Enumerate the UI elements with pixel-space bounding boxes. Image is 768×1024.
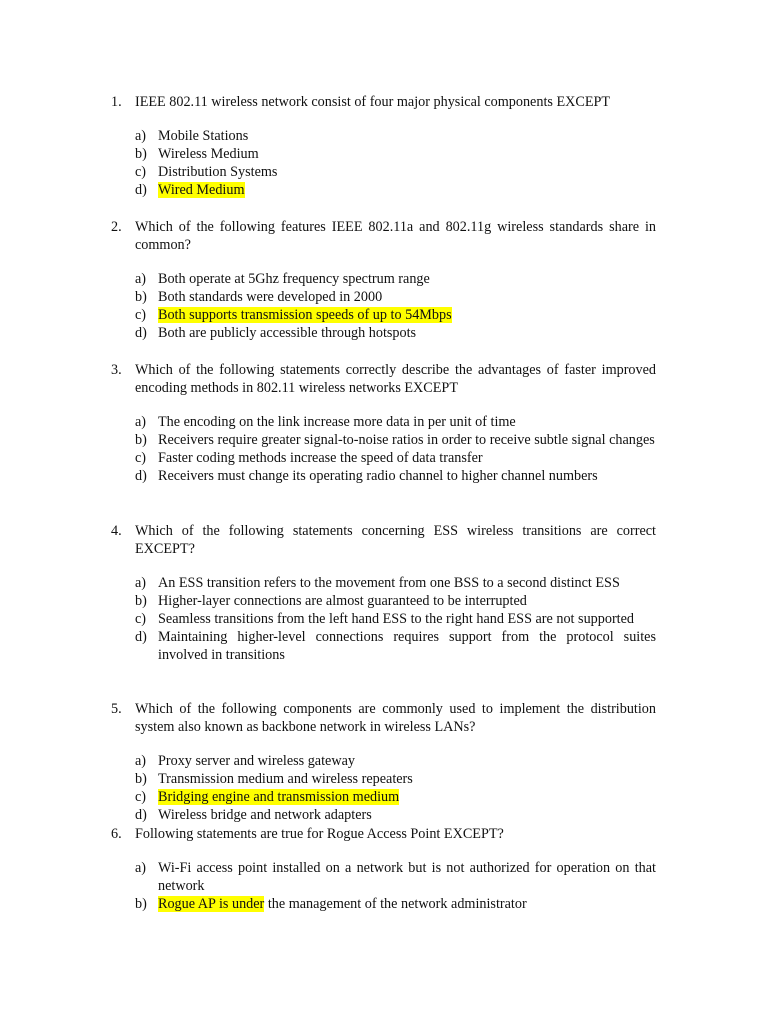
question-4 bbox=[111, 522, 656, 664]
option-b bbox=[111, 592, 656, 610]
options-list bbox=[111, 270, 656, 342]
option-label: d) bbox=[135, 468, 147, 484]
option-label: d) bbox=[135, 629, 147, 645]
question-text: Which of the following statements concerning ESS wireless transitions are correct EXCEPT? bbox=[135, 523, 656, 557]
option-a bbox=[111, 270, 656, 288]
option-text: Mobile Stations bbox=[158, 128, 249, 144]
option-d bbox=[111, 181, 656, 199]
option-label: b) bbox=[135, 146, 147, 162]
option-label: d) bbox=[135, 807, 147, 823]
option-label: c) bbox=[135, 307, 147, 323]
options-list bbox=[111, 574, 656, 664]
option-label: a) bbox=[135, 128, 147, 144]
option-a bbox=[111, 752, 656, 770]
option-text: Proxy server and wireless gateway bbox=[158, 753, 355, 769]
option-d bbox=[111, 467, 656, 485]
option-text: Seamless transitions from the left hand ESS to the right hand ESS are not supported bbox=[158, 611, 635, 627]
option-label: b) bbox=[135, 289, 147, 305]
option-text: Maintaining higher-level connections requires support from the protocol suites involved in transitions bbox=[158, 629, 656, 663]
option-text: the management of the network administrator bbox=[264, 896, 527, 912]
option-label: a) bbox=[135, 575, 147, 591]
option-label: a) bbox=[135, 753, 147, 769]
option-a bbox=[111, 413, 656, 431]
option-text: Receivers require greater signal-to-noise ratios in order to receive subtle signal changes bbox=[158, 432, 655, 448]
question-text: Which of the following statements correctly describe the advantages of faster improved encoding methods in 802.11 wireless networks EXCEPT bbox=[135, 362, 656, 396]
question-text: Which of the following features IEEE 802.11a and 802.11g wireless standards share in common? bbox=[135, 219, 656, 253]
option-text: Both standards were developed in 2000 bbox=[158, 289, 383, 305]
question-1 bbox=[111, 93, 656, 199]
question-number: 1. bbox=[111, 94, 122, 110]
option-label: b) bbox=[135, 432, 147, 448]
option-text: Both operate at 5Ghz frequency spectrum range bbox=[158, 271, 430, 287]
option-c bbox=[111, 788, 656, 806]
highlighted-answer: Rogue AP is under bbox=[158, 896, 265, 912]
question-number: 4. bbox=[111, 523, 122, 539]
option-label: a) bbox=[135, 860, 147, 876]
option-label: b) bbox=[135, 593, 147, 609]
option-d bbox=[111, 324, 656, 342]
question-6 bbox=[111, 825, 656, 913]
option-c bbox=[111, 163, 656, 181]
options-list bbox=[111, 413, 656, 485]
option-text: Higher-layer connections are almost guaranteed to be interrupted bbox=[158, 593, 527, 609]
option-b bbox=[111, 145, 656, 163]
question-number: 3. bbox=[111, 362, 122, 378]
option-b bbox=[111, 770, 656, 788]
option-text: An ESS transition refers to the movement from one BSS to a second distinct ESS bbox=[158, 575, 620, 591]
option-b bbox=[111, 288, 656, 306]
options-list bbox=[111, 127, 656, 199]
option-label: c) bbox=[135, 450, 147, 466]
option-label: a) bbox=[135, 414, 147, 430]
option-label: d) bbox=[135, 182, 147, 198]
highlighted-answer: Bridging engine and transmission medium bbox=[158, 789, 400, 805]
question-3 bbox=[111, 361, 656, 485]
question-text: IEEE 802.11 wireless network consist of four major physical components EXCEPT bbox=[135, 94, 611, 110]
option-b bbox=[111, 895, 656, 913]
question-number: 6. bbox=[111, 826, 122, 842]
option-label: b) bbox=[135, 771, 147, 787]
option-text: The encoding on the link increase more data in per unit of time bbox=[158, 414, 516, 430]
option-a bbox=[111, 859, 656, 895]
option-text: Faster coding methods increase the speed of data transfer bbox=[158, 450, 483, 466]
question-text: Following statements are true for Rogue Access Point EXCEPT? bbox=[135, 826, 504, 842]
question-number: 5. bbox=[111, 701, 122, 717]
highlighted-answer: Both supports transmission speeds of up to 54Mbps bbox=[158, 307, 452, 323]
option-c bbox=[111, 449, 656, 467]
question-5 bbox=[111, 700, 656, 824]
question-number: 2. bbox=[111, 219, 122, 235]
option-text: Wireless bridge and network adapters bbox=[158, 807, 372, 823]
question-text: Which of the following components are commonly used to implement the distribution system also known as backbone network in wireless LANs? bbox=[135, 701, 656, 735]
option-label: b) bbox=[135, 896, 147, 912]
option-text: Wireless Medium bbox=[158, 146, 259, 162]
option-d bbox=[111, 628, 656, 664]
option-text: Receivers must change its operating radio channel to higher channel numbers bbox=[158, 468, 598, 484]
options-list bbox=[111, 752, 656, 824]
option-label: c) bbox=[135, 164, 147, 180]
option-label: c) bbox=[135, 789, 147, 805]
question-2 bbox=[111, 218, 656, 342]
option-text: Transmission medium and wireless repeaters bbox=[158, 771, 413, 787]
option-label: a) bbox=[135, 271, 147, 287]
option-a bbox=[111, 127, 656, 145]
option-c bbox=[111, 610, 656, 628]
option-c bbox=[111, 306, 656, 324]
option-label: c) bbox=[135, 611, 147, 627]
option-text: Wi-Fi access point installed on a network but is not authorized for operation on that network bbox=[158, 860, 656, 894]
highlighted-answer: Wired Medium bbox=[158, 182, 245, 198]
option-text: Distribution Systems bbox=[158, 164, 278, 180]
options-list bbox=[111, 859, 656, 913]
option-d bbox=[111, 806, 656, 824]
option-label: d) bbox=[135, 325, 147, 341]
option-text: Both are publicly accessible through hotspots bbox=[158, 325, 417, 341]
option-a bbox=[111, 574, 656, 592]
option-b bbox=[111, 431, 656, 449]
